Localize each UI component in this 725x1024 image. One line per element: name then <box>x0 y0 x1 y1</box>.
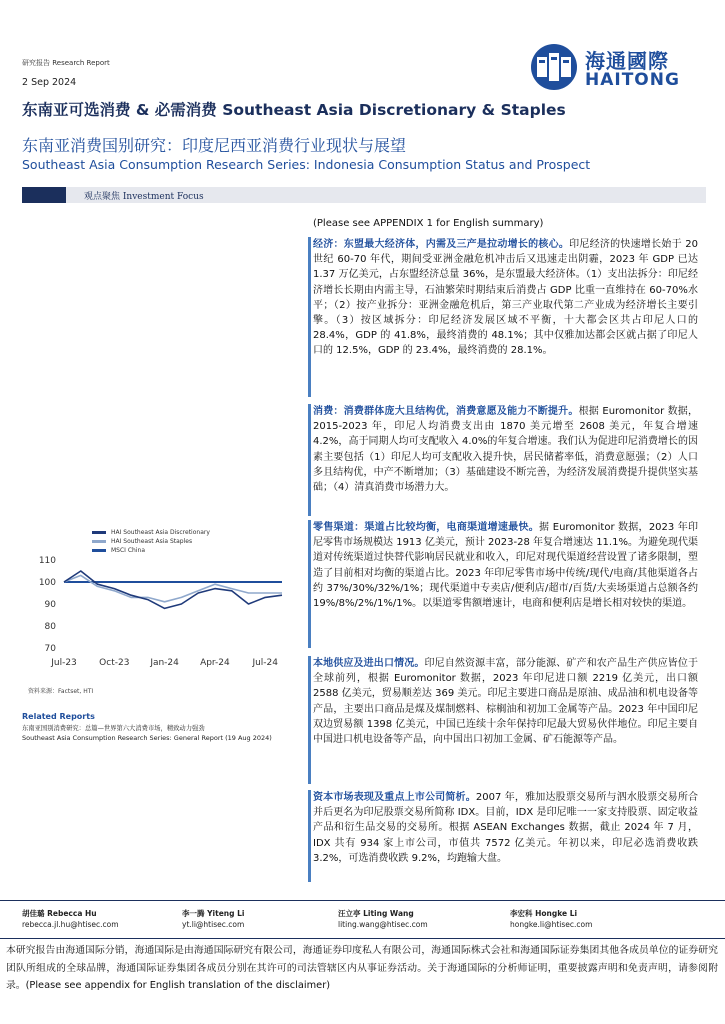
x-tick-label: Jan-24 <box>150 658 179 668</box>
y-tick-label: 90 <box>44 600 56 610</box>
related-report-cn[interactable]: 东南亚国别消费研究：总篇—世界第六大消费市场，精致动力强劲 <box>22 725 205 732</box>
y-tick-label: 80 <box>44 622 56 632</box>
para-body: 印尼经济的快速增长始于 20 世纪 60-70 年代，期间受亚洲金融危机冲击后又迅速走出阴霾，2023 年 GDP 已达 1.37 万亿美元，占东盟经济总量 36%，是东盟最大经济体。（1）支出法拆分：印尼经济增长长期由内需主导，石油繁荣时期结束后消费占 GDP 比重一直维持在 60-70%水平；（2）按产业拆分：亚洲金融危机后，第三产业取代第二产业成为经济增长主要引擎。（3）按区域拆分：印尼经济发展区域不平衡，十大都会区共占印尼人口的 28.4%，GDP 的 41.8%，最终消费的 48.1%；其中仅雅加达都会区就占据了印尼人口的 12.5%，GDP 的 23.4%，最终消费的 28.1%。 <box>313 239 699 357</box>
paragraph-economy <box>313 237 698 359</box>
para-lead: 资本市场表现及重点上市公司简析。 <box>313 792 476 803</box>
analyst-name: 汪立亭 Liting Wang <box>338 909 414 918</box>
paragraph-capital-market <box>313 790 698 866</box>
para-marker-4 <box>308 656 311 784</box>
x-tick-label: Apr-24 <box>200 658 230 668</box>
analyst-block <box>22 908 119 930</box>
analyst-name: 李宏科 Hongke Li <box>510 909 578 918</box>
logo-en: HAITONG <box>585 70 680 90</box>
disclaimer-divider <box>0 938 725 939</box>
para-body: 印尼自然资源丰富，部分能源、矿产和农产品生产供应皆位于全球前列，根据 Euromonitor 数据，2023 年印尼进口额 2219 亿美元，出口额 2588 亿美元，贸易顺差达 369 美元。印尼主要进口商品是原油、成品油和机电设备等产品，主要出口商品是煤及煤制燃料、棕榈油和初加工金属等产品。2023 年中国印尼双边贸易额 1398 亿美元，中国已连续十余年保持印尼最大贸易伙伴地位。印尼主要自中国进口机电设备等产品，向中国出口初加工金属、矿石能源等产品。 <box>313 658 699 746</box>
para-marker-2 <box>308 404 311 516</box>
sector-title: 东南亚可选消费 & 必需消费 Southeast Asia Discretionary & Staples <box>22 101 566 119</box>
legend-swatch <box>92 531 106 534</box>
chart-legend <box>92 528 210 555</box>
focus-bar-dark <box>22 187 66 203</box>
x-tick-label: Oct-23 <box>99 658 130 668</box>
legend-label: MSCI China <box>111 547 145 554</box>
report-date: 2 Sep 2024 <box>22 77 77 88</box>
related-reports-title: Related Reports <box>22 712 95 721</box>
legend-label: HAI Southeast Asia Staples <box>111 538 193 545</box>
x-tick-label: Jul-24 <box>252 658 279 668</box>
appendix-note: (Please see APPENDIX 1 for English summary) <box>313 218 544 229</box>
analyst-email[interactable]: hongke.li@htisec.com <box>510 920 593 929</box>
analyst-block <box>510 908 592 930</box>
paragraph-consumption <box>313 404 698 495</box>
haitong-logo <box>530 43 710 93</box>
legend-swatch <box>92 540 106 543</box>
para-marker-5 <box>308 790 311 882</box>
analyst-block <box>182 908 244 930</box>
line-chart <box>20 552 310 672</box>
legend-item <box>92 537 210 546</box>
y-tick-label: 70 <box>44 644 56 654</box>
para-body: 据 Euromonitor 数据，2023 年印尼零售市场规模达 1913 亿美元，预计 2023-28 年复合增速达 11.1%。为避免现代渠道对传统渠道过快替代影响居民就业和收入，印尼对现代渠道经营设置了诸多限制，塑造了目前相对均衡的渠道占比。2023 年印尼零售市场中传统/现代/电商/其他渠道各占约 37%/30%/32%/1%；现代渠道中专卖店/便利店/超市/百货/大卖场渠道占总额各约 19%/8%/2%/1%/1%。以渠道零售额增速计，电商和便利店是增长相对较快的渠道。 <box>313 522 699 610</box>
para-lead: 本地供应及进出口情况。 <box>313 658 425 669</box>
disclaimer: 本研究报告由海通国际分销，海通国际是由海通国际研究有限公司，海通证券印度私人有限公司，海通国际株式会社和海通国际证券集团其他各成员单位的证券研究团队所组成的全球品牌，海通国际证券集团各成员分别在其许可的司法管辖区内从事证券活动。关于海通国际的分析师证明，重要披露声明和免责声明，请参阅附录。(Please see appendix for English translation of the disclaimer) <box>6 945 718 991</box>
legend-item <box>92 528 210 537</box>
legend-label: HAI Southeast Asia Discretionary <box>111 529 210 536</box>
analyst-email[interactable]: yt.li@htisec.com <box>182 920 245 929</box>
y-tick-label: 100 <box>38 578 56 588</box>
para-lead: 经济：东盟最大经济体，内需及三产是拉动增长的核心。 <box>313 239 570 250</box>
para-lead: 零售渠道：渠道占比较均衡，电商渠道增速最快。 <box>313 522 540 533</box>
series-line-1 <box>64 575 282 601</box>
logo-cn: 海通國際 <box>585 49 669 73</box>
haitong-logo-icon <box>530 43 578 91</box>
analyst-divider <box>0 900 725 901</box>
analyst-name: 胡佳璐 Rebecca Hu <box>22 909 97 918</box>
analyst-email[interactable]: liting.wang@htisec.com <box>338 920 428 929</box>
para-lead: 消费：消费群体庞大且结构优，消费意愿及能力不断提升。 <box>313 406 579 417</box>
para-marker-1 <box>308 237 311 397</box>
report-title-cn: 东南亚消费国别研究：印度尼西亚消费行业现状与展望 <box>22 136 407 155</box>
focus-label: 观点聚焦 Investment Focus <box>84 192 204 202</box>
analyst-email[interactable]: rebecca.jl.hu@htisec.com <box>22 920 119 929</box>
analyst-block <box>338 908 428 930</box>
related-report-en[interactable]: Southeast Asia Consumption Research Series: General Report (19 Aug 2024) <box>22 734 272 742</box>
paragraph-trade <box>313 656 698 747</box>
x-tick-label: Jul-23 <box>51 658 77 668</box>
chart-source: 资料来源：Factset, HTI <box>28 688 94 695</box>
para-body: 2007 年，雅加达股票交易所与泗水股票交易所合并后更名为印尼股票交易所简称 IDX。目前，IDX 是印尼唯一一家支持股票、固定收益产品和衍生品交易的交易所。根据 ASEAN Exchanges 数据，截止 2024 年 7 月，IDX 共有 934 家上市公司，市值共 7572 亿美元。年初以来，印尼必选消费收跌 3.2%，可选消费收跌 9.2%，均跑输大盘。 <box>313 792 699 864</box>
para-body: 根据 Euromonitor 数据，2015-2023 年，印尼人均消费支出由 1870 美元增至 2608 美元，年复合增速 4.2%，高于同期人均可支配收入 4.0%的年复合增速。我们认为促进印尼消费增长的因素主要包括（1）印尼人均可支配收入提升快，居民储蓄率低，消费意愿强；（2）人口多且结构优，中产不断增加；（3）基础建设不断完善，为经济发展消费提升提供坚实基础；（4）清真消费市场潜力大。 <box>313 406 698 494</box>
analyst-name: 李一腾 Yiteng Li <box>182 909 245 918</box>
report-type: 研究报告 Research Report <box>22 59 110 67</box>
y-tick-label: 110 <box>38 556 56 566</box>
report-title-en: Southeast Asia Consumption Research Series: Indonesia Consumption Status and Prospect <box>22 157 591 172</box>
series-line-0 <box>64 571 282 608</box>
paragraph-retail <box>313 520 698 611</box>
